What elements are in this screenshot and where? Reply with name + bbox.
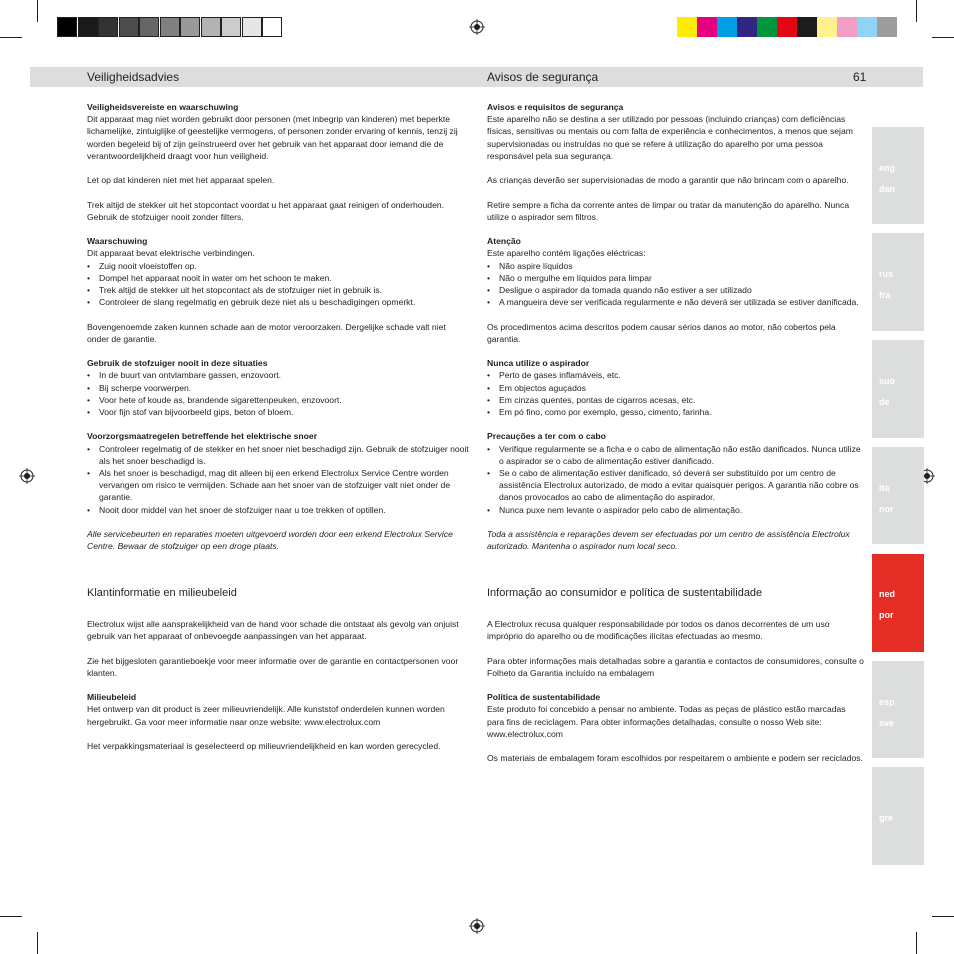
process-color-swatch <box>697 17 717 37</box>
language-label-eng: eng <box>879 163 896 173</box>
paragraph: Het verpakkingsmateriaal is geselecteerd op milieuvriendelijkheid en kan worden gerecycled. <box>87 740 441 751</box>
section-heading: Nunca utilize o aspirador <box>487 358 590 369</box>
list-item: • Bij scherpe voorwerpen. <box>87 382 470 394</box>
process-color-swatch <box>757 17 777 37</box>
list-item: • Controleer regelmatig of de stekker en het snoer niet beschadigd zijn. Gebruik de stofzuiger nooit als het snoer beschadigd is. <box>87 443 470 467</box>
language-label-de: de <box>879 397 890 407</box>
gray-swatch <box>57 17 77 37</box>
language-label-suo: suo <box>879 376 896 386</box>
process-color-swatch <box>677 17 697 37</box>
section-heading: Avisos e requisitos de segurança <box>487 102 624 112</box>
registration-mark-icon <box>469 918 485 934</box>
section-heading: Política de sustentabilidade <box>487 692 601 703</box>
list-item: • Voor hete of koude as, brandende sigarettenpeuken, enzovoort. <box>87 394 470 406</box>
language-label-gre: gre <box>879 813 894 823</box>
paragraph: Trek altijd de stekker uit het stopcontact voordat u het apparaat gaat reinigen of onderhouden. Gebruik de stofzuiger nooit zonder filters. <box>87 199 445 222</box>
registration-mark-icon <box>469 19 485 35</box>
bullet-list <box>487 443 865 516</box>
language-tab-ned-por-active[interactable] <box>872 554 924 652</box>
bullet-list <box>87 369 470 418</box>
list-item: • Em cinzas quentes, pontas de cigarros acesas, etc. <box>487 394 865 406</box>
paragraph: Het ontwerp van dit product is zeer milieuvriendelijk. Alle kunststof onderdelen kunnen worden hergebruikt. Ga voor meer informatie naar onze website: www.electrolux.com <box>87 704 445 727</box>
section-heading: Atenção <box>487 236 521 247</box>
gray-swatch <box>221 17 241 37</box>
language-label-por: por <box>879 610 894 620</box>
process-color-swatch <box>737 17 757 37</box>
portuguese-customer-info-column <box>487 618 865 764</box>
paragraph: As crianças deverão ser supervisionadas de modo a garantir que não brincam com o aparelho. <box>487 175 849 186</box>
paragraph: Bovengenoemde zaken kunnen schade aan de motor veroorzaken. Dergelijke schade valt niet onder de garantie. <box>87 321 446 344</box>
gray-swatch <box>98 17 118 37</box>
list-item: • Verifique regularmente se a ficha e o cabo de alimentação não estão danificados. Nunca utilize o aspirador se o cabo de alimentação estiver danificado. <box>487 443 865 467</box>
list-item: • Dompel het apparaat nooit in water om het schoon te maken. <box>87 272 470 284</box>
language-tab-suo-de[interactable] <box>872 340 924 438</box>
paragraph: Este aparelho contém ligações eléctricas: <box>487 248 646 259</box>
language-tab-eng-dan[interactable] <box>872 127 924 224</box>
header-title-dutch: Veiligheidsadvies <box>87 70 180 84</box>
process-color-swatch <box>777 17 797 37</box>
section-heading: Precauções a ter com o cabo <box>487 431 606 442</box>
process-color-swatch <box>717 17 737 37</box>
paragraph: A Electrolux recusa qualquer responsabilidade por todos os danos decorrentes de um uso impróprio do aparelho ou de modificações ilícitas efectuadas ao mesmo. <box>487 619 830 642</box>
section-heading: Waarschuwing <box>87 236 148 247</box>
registration-mark-icon <box>19 468 35 484</box>
gray-swatch <box>119 17 139 37</box>
gray-swatch <box>242 17 262 37</box>
language-label-ned: ned <box>879 589 896 599</box>
list-item: • Em pó fino, como por exemplo, gesso, cimento, farinha. <box>487 406 865 418</box>
gray-swatch <box>139 17 159 37</box>
section-heading: Voorzorgsmaatregelen betreffende het elektrische snoer <box>87 431 318 442</box>
list-item: • Se o cabo de alimentação estiver danificado, só deverá ser substituído por um centro de assistência Electrolux autorizado, de modo a evitar quaisquer perigos. A garantia não cobre os danos provocados ao cabo de alimentação do aspirador. <box>487 467 865 504</box>
bullet-list <box>87 443 470 516</box>
service-note: Toda a assistência e reparações devem ser efectuadas por um centro de assistência Electrolux autorizado. Mantenha o aspirador num local seco. <box>487 529 850 552</box>
portuguese-customer-info-title: Informação ao consumidor e política de sustentabilidade <box>487 587 763 599</box>
list-item: • Als het snoer is beschadigd, mag dit alleen bij een erkend Electrolux Service Centre worden vervangen om risico te vermijden. Schade aan het snoer van de stofzuiger valt niet onder de garantie. <box>87 467 470 504</box>
list-item: • Zuig nooit vloeistoffen op. <box>87 260 470 272</box>
paragraph: Para obter informações mais detalhadas sobre a garantia e contactos de consumidores, consulte o Folheto da Garantia incluído na embalagem <box>487 655 864 678</box>
language-label-rus: rus <box>879 269 894 279</box>
list-item: • Perto de gases inflamáveis, etc. <box>487 369 865 381</box>
list-item: • Em objectos aguçados <box>487 382 865 394</box>
paragraph: Este aparelho não se destina a ser utilizado por pessoas (incluindo crianças) com deficiências físicas, sensitivas ou mentais ou com falta de experiência e conhecimentos, a menos que sejam supervisionadas ou instruídas no que se refere à utilização do aparelho por uma pessoa responsável pela sua segurança. <box>487 114 853 161</box>
paragraph: Dit apparaat mag niet worden gebruikt door personen (met inbegrip van kinderen) met beperkte lichamelijke, zintuiglijke of geestelijke vermogens, of personen zonder ervaring of kennis, tenzij zij worden begeleid bij of zijn geïnstrueerd over het gebruik van het apparaat door iemand die de verantwoordelijkheid draagt voor hun veiligheid. <box>87 114 458 161</box>
process-color-swatch <box>877 17 897 37</box>
language-label-ita: ita <box>879 483 890 493</box>
service-note: Alle servicebeurten en reparaties moeten uitgevoerd worden door een erkend Electrolux Service Centre. Bewaar de stofzuiger op een droge plaats. <box>87 529 453 552</box>
language-tab-rus-fra[interactable] <box>872 233 924 331</box>
page-number: 61 <box>853 70 867 84</box>
header-title-portuguese: Avisos de segurança <box>487 70 599 84</box>
portuguese-safety-column <box>487 101 865 552</box>
gray-swatch <box>78 17 98 37</box>
gray-swatch <box>262 17 282 37</box>
language-tab-ita-nor[interactable] <box>872 447 924 544</box>
list-item: • Nunca puxe nem levante o aspirador pelo cabo de alimentação. <box>487 504 865 516</box>
bullet-list <box>487 369 865 418</box>
list-item: • Nooit door middel van het snoer de stofzuiger naar u toe trekken of optillen. <box>87 504 470 516</box>
process-color-swatch <box>837 17 857 37</box>
dutch-customer-info-column <box>87 618 470 752</box>
process-color-swatch <box>817 17 837 37</box>
language-label-esp: esp <box>879 697 895 707</box>
paragraph: Zie het bijgesloten garantieboekje voor meer informatie over de garantie en contactpersonen voor klanten. <box>87 655 459 678</box>
process-color-swatch <box>857 17 877 37</box>
language-label-dan: dan <box>879 184 896 194</box>
bullet-list <box>487 260 865 309</box>
dutch-customer-info-title: Klantinformatie en milieubeleid <box>87 587 237 599</box>
list-item: • Não o mergulhe em líquidos para limpar <box>487 272 865 284</box>
list-item: • In de buurt van ontvlambare gassen, enzovoort. <box>87 369 470 381</box>
section-heading: Milieubeleid <box>87 692 137 703</box>
paragraph: Este produto foi concebido a pensar no ambiente. Todas as peças de plástico estão marcadas para fins de reciclagem. Para obter informações detalhadas, consulte o nosso Web site: www.electrolux.com <box>487 704 846 739</box>
gray-swatch <box>201 17 221 37</box>
section-heading: Gebruik de stofzuiger nooit in deze situaties <box>87 358 268 369</box>
language-label-nor: nor <box>879 504 894 514</box>
paragraph: Retire sempre a ficha da corrente antes de limpar ou tratar da manutenção do aparelho. Nunca utilize o aspirador sem filtros. <box>487 199 850 222</box>
paragraph: Electrolux wijst alle aansprakelijkheid van de hand voor schade die ontstaat als gevolg van onjuist gebruik van het apparaat of onbevoegde aanpassingen van het apparaat. <box>87 619 459 642</box>
list-item: • Voor fijn stof van bijvoorbeeld gips, beton of bloem. <box>87 406 470 418</box>
list-item: • A mangueira deve ser verificada regularmente e não deverá ser utilizada se estiver danificada. <box>487 296 865 308</box>
paragraph: Dit apparaat bevat elektrische verbindingen. <box>87 248 255 259</box>
dutch-safety-column <box>87 101 470 552</box>
bullet-list <box>87 260 470 309</box>
list-item: • Não aspire líquidos <box>487 260 865 272</box>
paragraph: Os procedimentos acima descritos podem causar sérios danos ao motor, não cobertos pela garantia. <box>487 321 836 344</box>
paragraph: Let op dat kinderen niet met het apparaat spelen. <box>87 175 275 186</box>
list-item: • Controleer de slang regelmatig en gebruik deze niet als u beschadigingen opmerkt. <box>87 296 470 308</box>
language-label-fra: fra <box>879 290 891 300</box>
section-heading: Veiligheidsvereiste en waarschuwing <box>87 102 239 112</box>
list-item: • Trek altijd de stekker uit het stopcontact als de stofzuiger niet in gebruik is. <box>87 284 470 296</box>
list-item: • Desligue o aspirador da tomada quando não estiver a ser utilizado <box>487 284 865 296</box>
paragraph: Os materiais de embalagem foram escolhidos por respeitarem o ambiente e podem ser reciclados. <box>487 753 863 764</box>
language-tab-esp-sve[interactable] <box>872 661 924 758</box>
process-color-swatch <box>797 17 817 37</box>
gray-swatch <box>180 17 200 37</box>
gray-swatch <box>160 17 180 37</box>
language-label-sve: sve <box>879 718 895 728</box>
